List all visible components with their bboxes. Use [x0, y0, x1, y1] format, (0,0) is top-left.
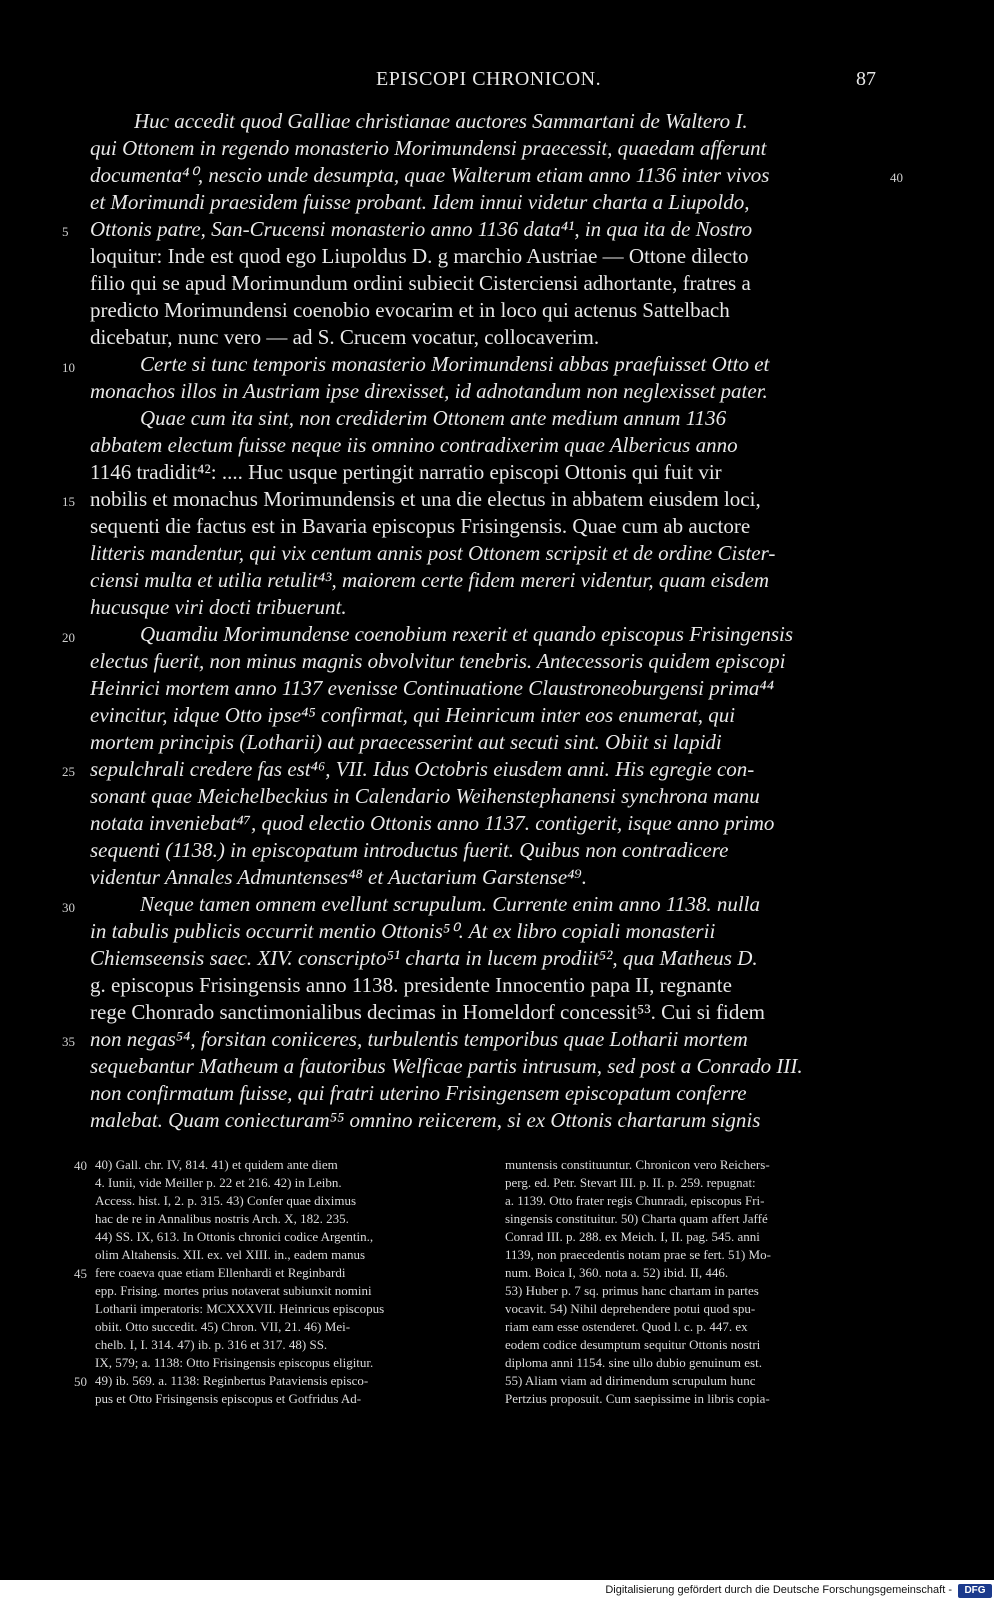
text-line: Heinrici mortem anno 1137 evenisse Continuatione Claustroneoburgensi prima⁴⁴ — [90, 676, 775, 700]
footnote-line: num. Boica I, 360. nota a. 52) ibid. II, 446. — [505, 1265, 729, 1280]
footnote-line: IX, 579; a. 1138: Otto Frisingensis episcopus eligitur. — [95, 1355, 374, 1370]
footnote-line: pus et Otto Frisingensis episcopus et Gotfridus Ad- — [95, 1391, 362, 1406]
text-line: filio qui se apud Morimundum ordini subiecit Cisterciensi adhortante, fratres a — [90, 271, 751, 295]
text-line: sequebantur Matheum a fautoribus Welficae partis intrusum, sed post a Conrado III. — [90, 1054, 803, 1078]
page-number: 87 — [856, 68, 876, 90]
text-line: abbatem electum fuisse neque iis omnino contradixerim quae Albericus anno — [90, 433, 738, 457]
text-line: non confirmatum fuisse, qui fratri uterino Frisingensem episcopatum conferre — [90, 1081, 747, 1105]
footnote-line: hac de re in Annalibus nostris Arch. X, 182. 235. — [95, 1211, 349, 1226]
footnote-line: diploma anni 1154. sine ullo dubio genuinum est. — [505, 1355, 762, 1370]
text-line: nobilis et monachus Morimundensis et una die electus in abbatem eiusdem loci, — [90, 487, 761, 511]
line-number: 20 — [62, 630, 75, 645]
footnote-line: Conrad III. p. 288. ex Meich. I, II. pag. 545. anni — [505, 1229, 760, 1244]
footnote-line: Lotharii imperatoris: MCXXXVII. Heinricus episcopus — [95, 1301, 385, 1316]
text-line: ciensi multa et utilia retulit⁴³, maiorem certe fidem mereri videntur, quam eisdem — [90, 568, 770, 592]
text-line: sequenti (1138.) in episcopatum introductus fuerit. Quibus non contradicere — [90, 838, 729, 862]
footnote-line: 1139, non praecedentis notam prae se fert. 51) Mo- — [505, 1247, 771, 1262]
text-line: non negas⁵⁴, forsitan coniiceres, turbulentis temporibus quae Lotharii mortem — [90, 1027, 748, 1051]
text-line: documenta⁴⁰, nescio unde desumpta, quae Walterum etiam anno 1136 inter vivos — [90, 163, 770, 187]
text-line: Neque tamen omnem evellunt scrupulum. Currente enim anno 1138. nulla — [140, 892, 760, 916]
text-line: hucusque viri docti tribuerunt. — [90, 595, 347, 619]
text-line: notata inveniebat⁴⁷, quod electio Ottonis anno 1137. contigerit, isque anno primo — [90, 811, 775, 835]
footnote-line: epp. Frising. mortes prius notaverat subiunxit nomini — [95, 1283, 372, 1298]
footnote-line: 53) Huber p. 7 sq. primus hanc chartam in partes — [505, 1283, 759, 1298]
text-line: Ottonis patre, San-Crucensi monasterio anno 1136 data⁴¹, in qua ita de Nostro — [90, 217, 753, 241]
line-number: 40 — [890, 170, 903, 185]
footnote-line: chelb. I, I. 314. 47) ib. p. 316 et 317. 48) SS. — [95, 1337, 328, 1352]
footnote-line: Pertzius proposuit. Cum saepissime in libris copia- — [505, 1391, 770, 1406]
text-line: mortem principis (Lotharii) aut praecesserint aut secuti sint. Obiit si lapidi — [90, 730, 722, 754]
dfg-logo: DFG — [958, 1584, 992, 1598]
footnote-line: a. 1139. Otto frater regis Chunradi, episcopus Fri- — [505, 1193, 765, 1208]
footnote-line: vocavit. 54) Nihil deprehendere potui quod spu- — [505, 1301, 756, 1316]
footnote-line: olim Altahensis. XII. ex. vel XIII. in., eadem manus — [95, 1247, 366, 1262]
footnote-line: riam eam esse ostenderet. Quod l. c. p. 447. ex — [505, 1319, 748, 1334]
footnote-line: 40) Gall. chr. IV, 814. 41) et quidem ante diem — [95, 1157, 338, 1172]
text-line: 1146 tradidit⁴²: .... Huc usque pertingit narratio episcopi Ottonis qui fuit vir — [90, 460, 722, 484]
text-line: videntur Annales Admuntenses⁴⁸ et Auctarium Garstense⁴⁹. — [90, 865, 587, 889]
text-line: dicebatur, nunc vero — ad S. Crucem vocatur, collocaverim. — [90, 325, 600, 349]
text-line: in tabulis publicis occurrit mentio Ottonis⁵⁰. At ex libro copiali monasterii — [90, 919, 716, 943]
text-line: malebat. Quam coniecturam⁵⁵ omnino reiicerem, si ex Ottonis chartarum signis — [90, 1108, 761, 1132]
text-line: predicto Morimundensi coenobio evocarim et in loco qui actenus Sattelbach — [90, 298, 730, 322]
text-line: sequenti die factus est in Bavaria episcopus Frisingensis. Quae cum ab auctore — [90, 514, 751, 538]
text-line: Huc accedit quod Galliae christianae auctores Sammartani de Waltero I. — [134, 109, 748, 133]
line-number: 35 — [62, 1034, 75, 1049]
footnote-line: 49) ib. 569. a. 1138: Reginbertus Pataviensis episco- — [95, 1373, 369, 1388]
footnote-line-number: 45 — [74, 1266, 87, 1281]
text-line: litteris mandentur, qui vix centum annis post Ottonem scripsit et de ordine Cister- — [90, 541, 776, 565]
line-number: 15 — [62, 494, 75, 509]
footnote-line: muntensis constituuntur. Chronicon vero Reichers- — [505, 1157, 770, 1172]
text-line: electus fuerit, non minus magnis obvolvitur tenebris. Antecessoris quidem episcopi — [90, 649, 786, 673]
footnote-line: perg. ed. Petr. Stevart III. p. II. p. 259. repugnat: — [505, 1175, 756, 1190]
text-line: g. episcopus Frisingensis anno 1138. presidente Innocentio papa II, regnante — [90, 973, 732, 997]
line-number: 5 — [62, 224, 69, 239]
footer-credit: Digitalisierung gefördert durch die Deutsche Forschungsgemeinschaft - — [605, 1584, 952, 1596]
text-line: Quae cum ita sint, non crediderim Ottonem ante medium annum 1136 — [140, 406, 727, 430]
line-number: 25 — [62, 764, 75, 779]
text-line: Certe si tunc temporis monasterio Morimundensi abbas praefuisset Otto et — [140, 352, 770, 376]
page-header — [0, 66, 994, 96]
text-line: qui Ottonem in regendo monasterio Morimundensi praecessit, quaedam afferunt — [90, 136, 767, 160]
footnote-line: fere coaeva quae etiam Ellenhardi et Reginbardi — [95, 1265, 346, 1280]
footnote-line: 44) SS. IX, 613. In Ottonis chronici codice Argentin., — [95, 1229, 374, 1244]
text-line: loquitur: Inde est quod ego Liupoldus D. g marchio Austriae — Ottone dilecto — [90, 244, 749, 268]
footnote-line: obiit. Otto succedit. 45) Chron. VII, 21. 46) Mei- — [95, 1319, 351, 1334]
footnote-line: Access. hist. I, 2. p. 315. 43) Confer quae diximus — [95, 1193, 357, 1208]
text-line: sepulchrali credere fas est⁴⁶, VII. Idus Octobris eiusdem anni. His egregie con- — [90, 757, 755, 781]
footnote-line: 4. Iunii, vide Meiller p. 22 et 216. 42) in Leibn. — [95, 1175, 342, 1190]
text-line: Chiemseensis saec. XIV. conscripto⁵¹ charta in lucem prodiit⁵², qua Matheus D. — [90, 946, 758, 970]
footnote-line-number: 40 — [74, 1158, 87, 1173]
text-line: monachos illos in Austriam ipse direxisset, id adnotandum non neglexisset pater. — [90, 379, 768, 403]
text-line: rege Chonrado sanctimonialibus decimas in Homeldorf concessit⁵³. Cui si fidem — [90, 1000, 765, 1024]
text-line: Quamdiu Morimundense coenobium rexerit et quando episcopus Frisingensis — [140, 622, 794, 646]
line-number: 10 — [62, 360, 75, 375]
line-number: 30 — [62, 900, 75, 915]
text-line: et Morimundi praesidem fuisse probant. Idem innui videtur charta a Liupoldo, — [90, 190, 750, 214]
text-line: sonant quae Meichelbeckius in Calendario Weihenstephanensi synchrona manu — [90, 784, 760, 808]
footnote-line: eodem codice desumptum sequitur Ottonis nostri — [505, 1337, 761, 1352]
footnote-line-number: 50 — [74, 1374, 87, 1389]
footnote-line: 55) Aliam viam ad dirimendum scrupulum hunc — [505, 1373, 756, 1388]
footnote-line: singensis constituitur. 50) Charta quam affert Jaffé — [505, 1211, 768, 1226]
text-line: evincitur, idque Otto ipse⁴⁵ confirmat, qui Heinricum inter eos enumerat, qui — [90, 703, 736, 727]
running-title: EPISCOPI CHRONICON. — [376, 68, 602, 90]
